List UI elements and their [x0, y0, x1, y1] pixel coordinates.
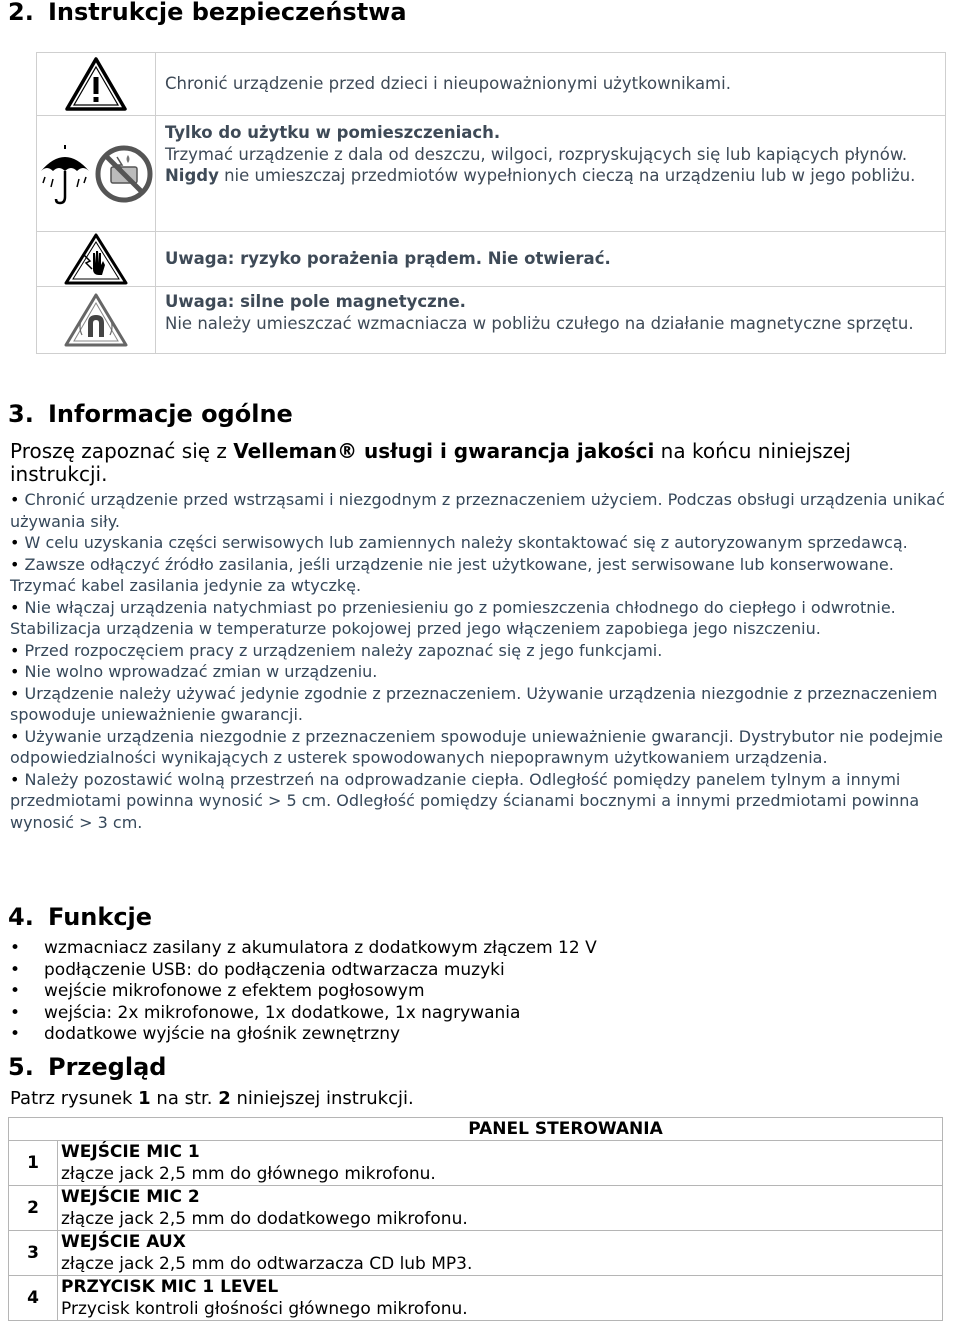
- bullet: •: [10, 554, 25, 574]
- panel-row: [9, 1186, 943, 1231]
- umbrella-icon: [39, 143, 91, 205]
- intro-brand: Velleman® usługi i gwarancja jakości: [233, 439, 655, 463]
- panel-row-description: złącze jack 2,5 mm do dodatkowego mikrofonu.: [61, 1209, 468, 1229]
- safety-text: [156, 287, 946, 354]
- section-title: Funkcje: [48, 903, 153, 931]
- panel-row-description: Przycisk kontroli głośności głównego mikrofonu.: [61, 1299, 468, 1319]
- safety-text: [156, 116, 946, 232]
- bullet: •: [10, 597, 25, 617]
- section-title: Informacje ogólne: [48, 400, 293, 428]
- panel-row-description: złącze jack 2,5 mm do głównego mikrofonu.: [61, 1164, 436, 1184]
- bullet: •: [10, 1002, 21, 1023]
- panel-header-row: [9, 1118, 943, 1141]
- panel-row-number: 4: [9, 1276, 58, 1321]
- overview-reference: [10, 1088, 414, 1109]
- safety-row: [37, 232, 946, 287]
- bullet: •: [10, 726, 25, 746]
- safety-row: [37, 53, 946, 116]
- ref-text: niniejszej instrukcji.: [230, 1088, 414, 1109]
- general-list-text: Nie włączaj urządzenia natychmiast po przeniesieniu go z pomieszczenia chłodnego do ciepłego i odwrotnie. Stabilizacja urządzenia w temperaturze pokojowej przed jego włączeniem zapobiega jego niszczeniu.: [10, 597, 896, 638]
- panel-row: [9, 1231, 943, 1276]
- icon-cell: [37, 53, 156, 116]
- magnetic-warning-title: Uwaga: silne pole magnetyczne.: [165, 292, 466, 311]
- panel-row-content: [58, 1186, 943, 1231]
- electric-shock-icon: [64, 233, 128, 285]
- general-list-text: Chronić urządzenie przed wstrząsami i niezgodnym z przeznaczeniem użyciem. Podczas obsługi urządzenia unikać używania siły.: [10, 490, 945, 531]
- bullet: •: [10, 1024, 21, 1044]
- panel-row-title: WEJŚCIE AUX: [61, 1232, 186, 1252]
- general-list-item: [10, 769, 950, 834]
- feature-text: podłączenie USB: do podłączenia odtwarzacza muzyki: [44, 959, 505, 980]
- feature-text: dodatkowe wyjście na głośnik zewnętrzny: [44, 1024, 401, 1044]
- section-heading-safety: [8, 0, 407, 26]
- general-list-text: Używanie urządzenia niezgodnie z przeznaczeniem spowoduje unieważnienie gwarancji. Dystrybutor nie podejmie odpowiedzialności wynikających z usterek spowodowanych niepoprawnym użytkowaniem urządzenia.: [10, 726, 944, 767]
- feature-item: [10, 1024, 597, 1046]
- general-list-text: Nie wolno wprowadzać zmian w urządzeniu.: [24, 662, 378, 681]
- general-list-item: [10, 554, 950, 597]
- general-list-text: Zawsze odłączyć źródło zasilania, jeśli urządzenie nie jest użytkowane, jest serwisowane lub konserwowane. Trzymać kabel zasilania jedynie za wtyczkę.: [10, 554, 894, 595]
- panel-row-title: PRZYCISK MIC 1 LEVEL: [61, 1277, 279, 1297]
- bullet: •: [10, 683, 25, 703]
- no-liquids-icon: [95, 145, 153, 203]
- intro-text: Proszę zapoznać się z: [10, 439, 234, 463]
- panel-row-number: 1: [9, 1141, 58, 1186]
- intro-text: na końcu niniejszej instrukcji.: [10, 439, 851, 486]
- icon-cell: [37, 232, 156, 287]
- section-heading-general: [8, 400, 293, 428]
- panel-row-description: złącze jack 2,5 mm do odtwarzacza CD lub MP3.: [61, 1254, 473, 1274]
- never-label: Nigdy: [165, 166, 219, 185]
- panel-row-number: 2: [9, 1186, 58, 1231]
- warning-triangle-icon: [65, 57, 127, 111]
- general-list-item: [10, 489, 950, 532]
- bullet: •: [10, 938, 21, 958]
- general-list-item: [10, 640, 950, 662]
- feature-item: [10, 938, 597, 960]
- bullet: •: [10, 662, 25, 681]
- safety-row: [37, 116, 946, 232]
- shock-warning-title: Uwaga: ryzyko porażenia prądem. Nie otwierać.: [165, 249, 611, 269]
- features-list: [10, 938, 597, 1046]
- section-title: Instrukcje bezpieczeństwa: [48, 0, 407, 26]
- section-number: 2.: [8, 0, 34, 26]
- safety-text: [156, 53, 946, 116]
- control-panel-table: [8, 1117, 943, 1321]
- general-list-text: Urządzenie należy używać jedynie zgodnie z przeznaczeniem. Używanie urządzenia niezgodnie z przeznaczeniem spowoduje unieważnienie gwarancji.: [10, 683, 938, 724]
- feature-item: [10, 981, 597, 1003]
- section-heading-features: [8, 903, 152, 931]
- general-list-item: [10, 532, 950, 554]
- general-list-text: Należy pozostawić wolną przestrzeń na odprowadzanie ciepła. Odległość pomiędzy panelem tylnym a innymi przedmiotami powinna wynosić > 5 cm. Odległość pomiędzy ścianami bocznymi a innymi przedmiotami powinna wynosić > 3 cm.: [10, 769, 920, 832]
- section-number: 4.: [8, 903, 34, 931]
- icon-cell: [37, 287, 156, 354]
- feature-text: wzmacniacz zasilany z akumulatora z dodatkowym złączem 12 V: [44, 938, 597, 958]
- general-info: [10, 440, 950, 833]
- panel-row: [9, 1276, 943, 1321]
- ref-text: na str.: [150, 1088, 219, 1109]
- feature-text: wejście mikrofonowe z efektem pogłosowym: [44, 981, 425, 1001]
- general-list-text: Przed rozpoczęciem pracy z urządzeniem należy zapoznać się z jego funkcjami.: [24, 640, 663, 660]
- safety-text: [156, 232, 946, 287]
- panel-header: PANEL STEROWANIA: [9, 1118, 943, 1141]
- section-title: Przegląd: [48, 1053, 167, 1081]
- bullet: •: [10, 640, 25, 660]
- section-number: 3.: [8, 400, 34, 428]
- feature-item: [10, 960, 597, 982]
- general-intro: [10, 440, 950, 486]
- bullet: •: [10, 490, 25, 509]
- indoor-use-title: Tylko do użytku w pomieszczeniach.: [165, 123, 501, 142]
- ref-page: 2: [218, 1088, 231, 1109]
- general-list-item: [10, 683, 950, 726]
- panel-row-title: WEJŚCIE MIC 2: [61, 1187, 200, 1207]
- safety-text-line: nie umieszczaj przedmiotów wypełnionych cieczą na urządzeniu lub w jego pobliżu.: [218, 166, 916, 185]
- ref-figure: 1: [138, 1088, 151, 1109]
- bullet: •: [10, 769, 25, 789]
- safety-text-line: Nie należy umieszczać wzmacniacza w pobliżu czułego na działanie magnetyczne sprzętu.: [165, 313, 914, 333]
- feature-item: [10, 1003, 597, 1025]
- section-heading-overview: [8, 1053, 166, 1081]
- feature-text: wejścia: 2x mikrofonowe, 1x dodatkowe, 1x nagrywania: [44, 1002, 521, 1023]
- safety-row: [37, 287, 946, 354]
- ref-text: Patrz rysunek: [10, 1088, 139, 1109]
- panel-row: [9, 1141, 943, 1186]
- safety-text-line: Chronić urządzenie przed dzieci i nieupoważnionymi użytkownikami.: [165, 74, 731, 94]
- section-number: 5.: [8, 1053, 34, 1081]
- panel-row-content: [58, 1231, 943, 1276]
- general-list-item: [10, 726, 950, 769]
- general-list: [10, 489, 950, 833]
- safety-text-line: Trzymać urządzenie z dala od deszczu, wilgoci, rozpryskujących się lub kapiących płynów.: [165, 144, 908, 164]
- bullet: •: [10, 533, 25, 552]
- general-list-text: W celu uzyskania części serwisowych lub zamiennych należy skontaktować się z autoryzowanym sprzedawcą.: [24, 533, 908, 552]
- panel-row-title: WEJŚCIE MIC 1: [61, 1142, 200, 1162]
- general-list-item: [10, 597, 950, 640]
- panel-row-content: [58, 1141, 943, 1186]
- panel-row-content: [58, 1276, 943, 1321]
- icon-cell: [37, 116, 156, 232]
- bullet: •: [10, 959, 21, 980]
- magnetic-field-icon: [64, 293, 128, 347]
- general-list-item: [10, 661, 950, 683]
- safety-table: [36, 52, 946, 354]
- bullet: •: [10, 981, 21, 1001]
- panel-row-number: 3: [9, 1231, 58, 1276]
